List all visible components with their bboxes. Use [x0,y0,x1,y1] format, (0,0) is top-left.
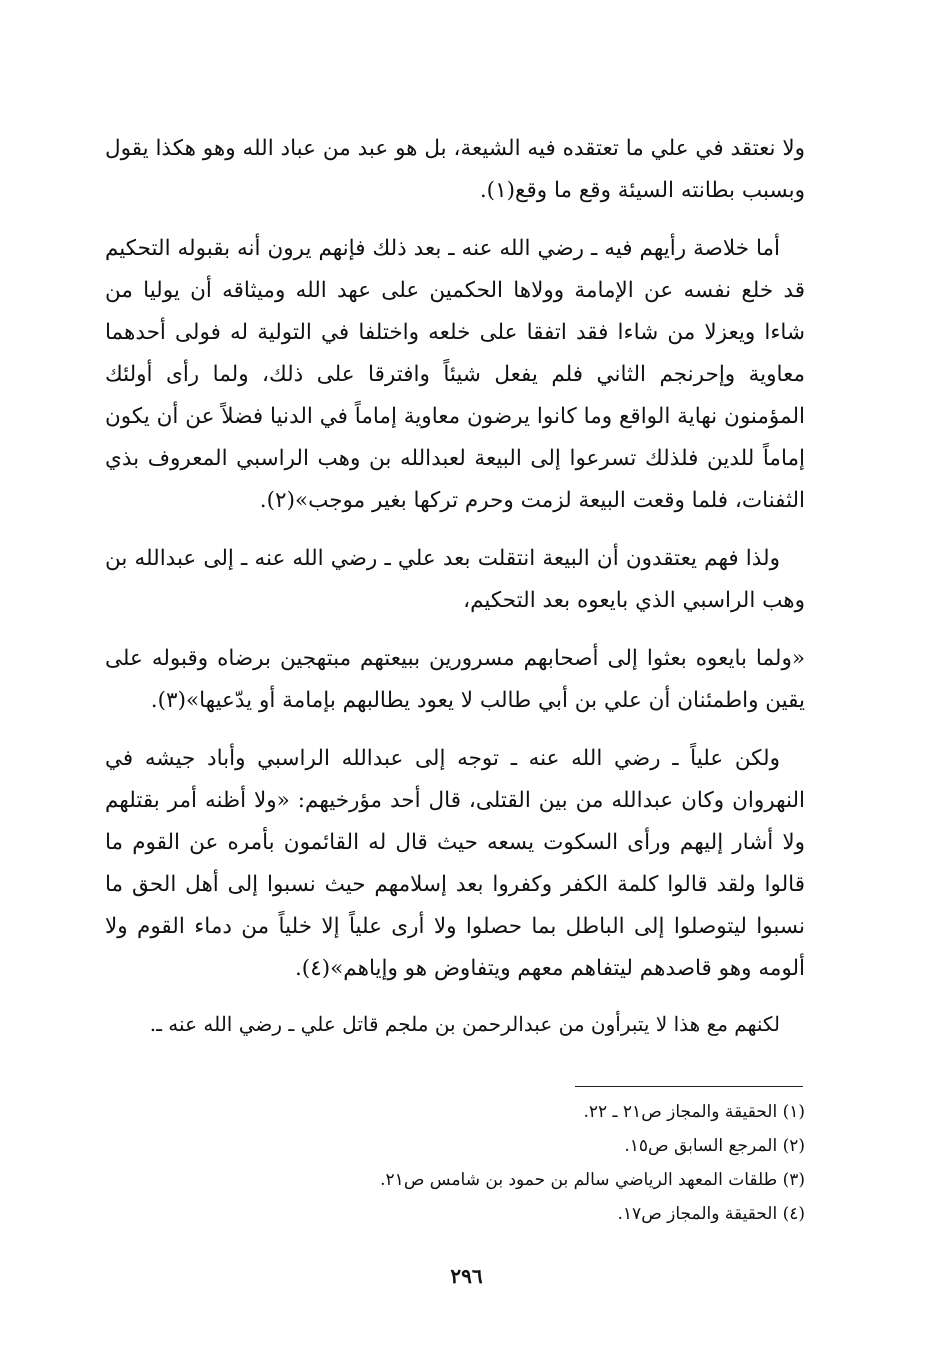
page-number: ٢٩٦ [450,1264,483,1288]
paragraph-2: أما خلاصة رأيهم فيه ـ رضي الله عنه ـ بعد ذلك فإنهم يرون أنه بقبوله التحكيم قد خلع نفسه عن الإمامة وولاها الحكمين على عهد الله وميثاقه أن يوليا من شاءا ويعزلا من شاءا فقد اتفقا على خلعه واختلفا في التولية له فولى أحدهما معاوية وإحرنجم الثاني فلم يفعل شيئاً وافترقا على ذلك، ولما رأى أولئك المؤمنون نهاية الواقع وما كانوا يرضون معاوية إماماً في الدنيا فضلاً عن أن يكون إماماً للدين فلذلك تسرعوا إلى البيعة لعبدالله بن وهب الراسبي المعروف بذي الثفنات، فلما وقعت البيعة لزمت وحرم تركها بغير موجب»(٢). [105,236,805,513]
footnote-item: (١) الحقيقة والمجاز ص٢١ ـ ٢٢. [583,1102,805,1122]
main-text [105,128,805,1042]
paragraph-1: ولا نعتقد في علي ما تعتقده فيه الشيعة، بل هو عبد من عباد الله وهو هكذا يقول وبسبب بطانته السيئة وقع ما وقع(١). [105,136,805,203]
paragraph-6: لكنهم مع هذا لا يتبرأون من عبدالرحمن بن ملجم قاتل علي ـ رضي الله عنه ـ. [149,1012,780,1036]
paragraph-5: ولكن علياً ـ رضي الله عنه ـ توجه إلى عبدالله الراسبي وأباد جيشه في النهروان وكان عبدالله من بين القتلى، قال أحد مؤرخيهم: «ولا أظنه أمر بقتلهم ولا أشار إليهم ورأى السكوت يسعه حيث قال له القائمون بأمره عن القوم ما قالوا ولقد قالوا كلمة الكفر وكفروا بعد إسلامهم حيث نسبوا إلى أهل الحق ما نسبوا ليتوصلوا إلى الباطل بما حصلوا ولا أرى علياً إلا خلياً من دماء القوم ولا ألومه وهو قاصدهم ليتفاهم معهم ويتفاوض هو وإياهم»(٤). [105,746,805,981]
paragraph-4-quote: «ولما بايعوه بعثوا إلى أصحابهم مسرورين ببيعتهم مبتهجين برضاه وقبوله على يقين واطمئنان أن علي بن أبي طالب لا يعود يطالبهم بإمامة أو يدّعيها»(٣). [105,646,805,713]
footnote-item: (٤) الحقيقة والمجاز ص١٧. [617,1204,805,1224]
footnote-item: (٣) طلقات المعهد الرياضي سالم بن حمود بن شامس ص٢١. [380,1170,805,1190]
footnote-separator [575,1086,803,1087]
footnote-item: (٢) المرجع السابق ص١٥. [624,1136,805,1156]
footnotes-list [205,1095,805,1231]
paragraph-3: ولذا فهم يعتقدون أن البيعة انتقلت بعد علي ـ رضي الله عنه ـ إلى عبدالله بن وهب الراسبي الذي بايعوه بعد التحكيم، [105,546,805,613]
